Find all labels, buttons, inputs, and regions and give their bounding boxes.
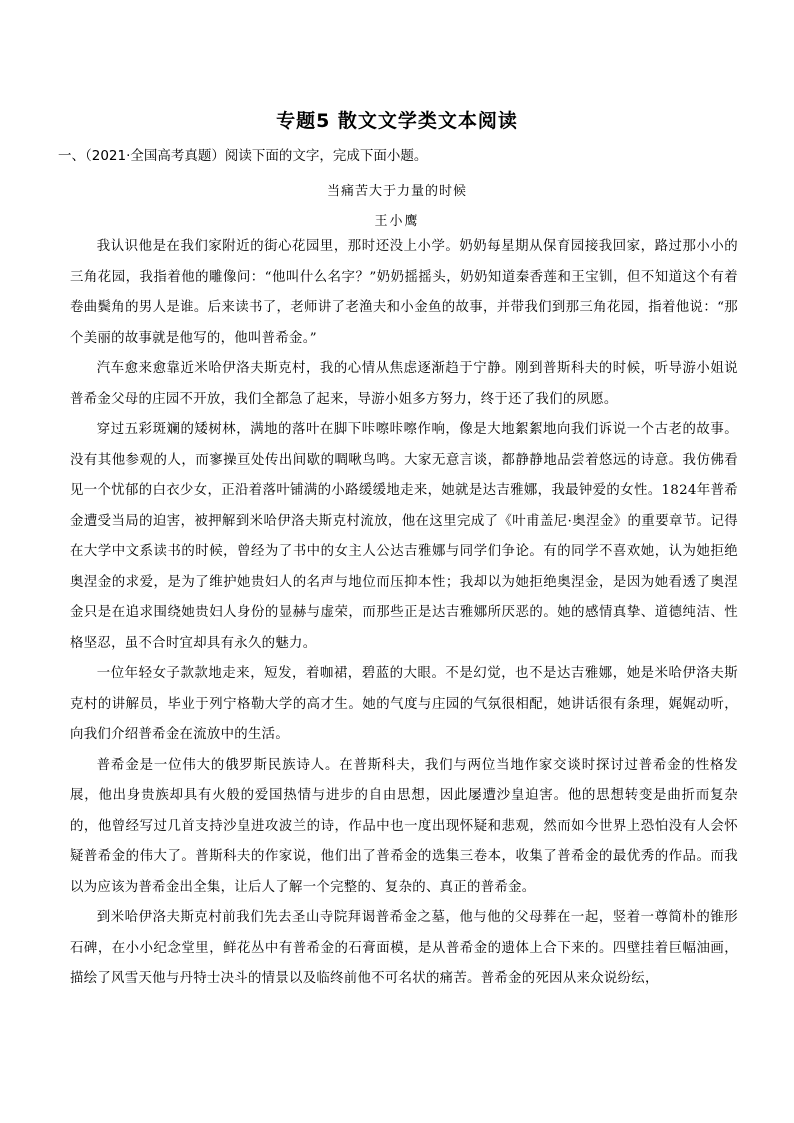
article-author: 王小鹰 bbox=[374, 214, 420, 229]
paragraph-1: 我认识他是在我们家附近的街心花园里，那时还没上小学。奶奶每星期从保育园接我回家，路过那小小的三角花园，我指着他的雕像问：“他叫什么名字？”奶奶摇摇头，奶奶知道秦香莲和王宝钏，但不知道这个有着卷曲鬓角的男人是谁。后来读书了，老师讲了老渔夫和小金鱼的故事，并带我们到那三角花园，指着他说：“那个美丽的故事就是他写的，他叫普希金。” bbox=[70, 239, 738, 346]
paragraph-2: 汽车愈来愈靠近米哈伊洛夫斯克村，我的心情从焦虑逐渐趋于宁静。刚到普斯科夫的时候，听导游小姐说普希金父母的庄园不开放，我们全都急了起来，导游小姐多方努力，终于还了我们的夙愿。 bbox=[70, 361, 738, 407]
paragraph-3: 穿过五彩斑斓的矮树林，满地的落叶在脚下咔嚓咔嚓作响，像是大地絮絮地向我们诉说一个古老的故事。没有其他参观的人，而寥操亘处传出间歇的啁啾鸟鸣。大家无意言谈，都静静地品尝着悠远的诗意。我仿佛看见一个忧郁的白衣少女，正沿着落叶铺满的小路缓缓地走来，她就是达吉雅娜，我最钟爱的女性。1824年普希金遭受当局的迫害，被押解到米哈伊洛夫斯克村流放，他在这里完成了《叶甫盖尼·奥涅金》的重要章节。记得在大学中文系读书的时候，曾经为了书中的女主人公达吉雅娜与同学们争论。有的同学不喜欢她，认为她拒绝奥涅金的求爱，是为了维护她贵妇人的名声与地位而压抑本性；我却以为她拒绝奥涅金，是因为她看透了奥涅金只是在追求围绕她贵妇人身份的显赫与虚荣，而那些正是达吉雅娜所厌恶的。她的感情真挚、道德纯洁、性格坚忍，虽不合时宜却具有永久的魅力。 bbox=[70, 422, 738, 651]
paragraph-6: 到米哈伊洛夫斯克村前我们先去圣山寺院拜谒普希金之墓，他与他的父母葬在一起，竖着一尊简朴的锥形石碑，在小小纪念堂里，鲜花丛中有普希金的石膏面模，是从普希金的遗体上合下来的。四壁挂着巨幅油画，描绘了风雪天他与丹特士决斗的情景以及临终前他不可名状的痛苦。普希金的死因从来众说纷纭， bbox=[70, 910, 738, 986]
article-title: 当痛苦大于力量的时候 bbox=[326, 184, 467, 199]
document-title: 专题5 散文文学类文本阅读 bbox=[276, 110, 518, 132]
question-prompt: 一、（2021·全国高考真题）阅读下面的文字，完成下面小题。 bbox=[58, 148, 428, 164]
paragraph-5: 普希金是一位伟大的俄罗斯民族诗人。在普斯科夫，我们与两位当地作家交谈时探讨过普希金的性格发展，他出身贵族却具有火般的爱国热情与进步的自由思想，因此屡遭沙皇迫害。他的思想转变是曲折而复杂的，他曾经写过几首支持沙皇进攻波兰的诗，作品中也一度出现怀疑和悲观，然而如今世界上恐怕没有人会怀疑普希金的伟大了。普斯科夫的作家说，他们出了普希金的选集三卷本，收集了普希金的最优秀的作品。而我以为应该为普希金出全集，让后人了解一个完整的、复杂的、真正的普希金。 bbox=[70, 757, 738, 895]
article-body bbox=[70, 232, 738, 995]
paragraph-4: 一位年轻女子款款地走来，短发，着咖裙，碧蓝的大眼。不是幻觉，也不是达吉雅娜，她是米哈伊洛夫斯克村的讲解员，毕业于列宁格勒大学的高才生。她的气度与庄园的气氛很相配，她讲话很有条理，娓娓动听，向我们介绍普希金在流放中的生活。 bbox=[70, 666, 738, 742]
